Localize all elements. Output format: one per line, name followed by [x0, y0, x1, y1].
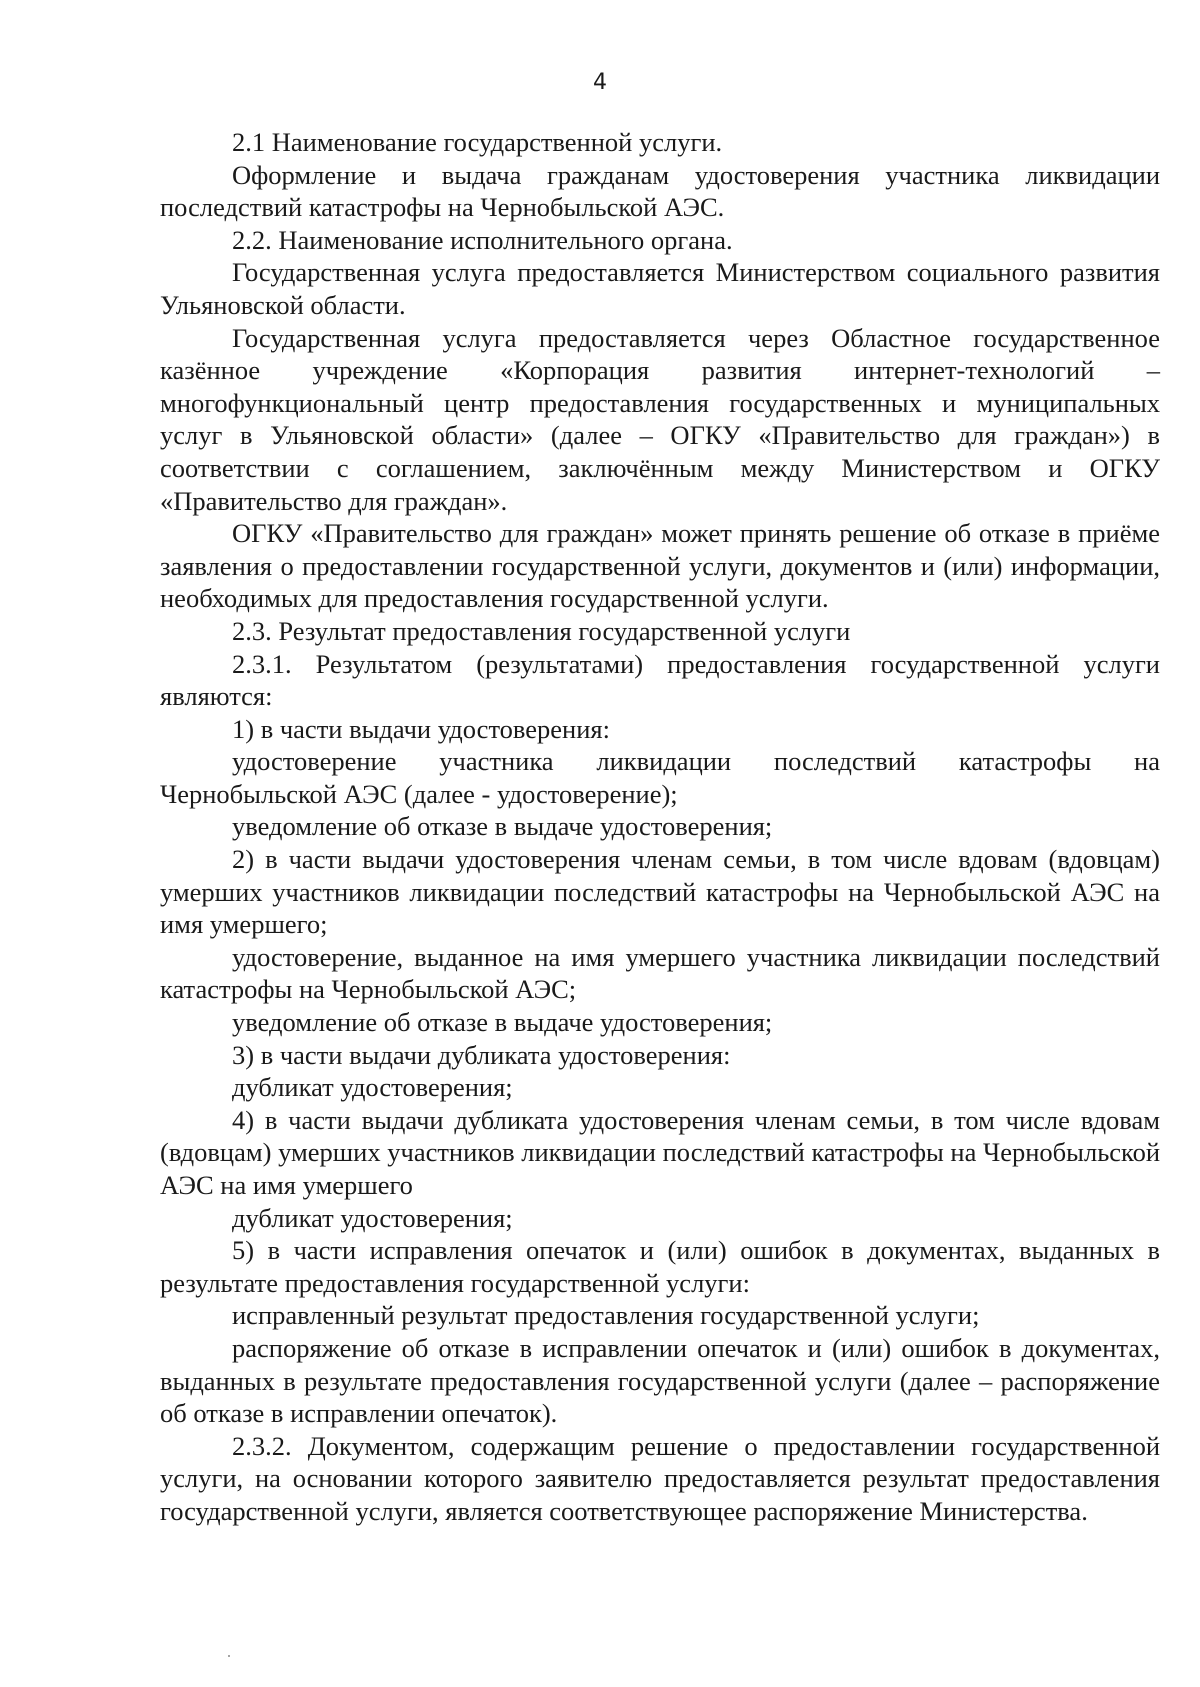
paragraph: ОГКУ «Правительство для граждан» может принять решение об отказе в приёме заявления о предоставлении государственной услуги, документов и (или) информации, необходимых для предоставления государственной услуги.	[160, 518, 1160, 614]
document-body	[160, 126, 1160, 1528]
paragraph: 1) в части выдачи удостоверения:	[232, 713, 610, 744]
paragraph: уведомление об отказе в выдаче удостоверения;	[232, 1007, 773, 1038]
paragraph: 2.3.1. Результатом (результатами) предоставления государственной услуги являются:	[160, 648, 1160, 712]
paragraph: 2) в части выдачи удостоверения членам семьи, в том числе вдовам (вдовцам) умерших участников ликвидации последствий катастрофы на Чернобыльской АЭС на имя умершего;	[160, 844, 1160, 940]
paragraph: удостоверение участника ликвидации последствий катастрофы на Чернобыльской АЭС (далее - удостоверение);	[160, 746, 1160, 809]
paragraph: исправленный результат предоставления государственной услуги;	[232, 1300, 980, 1331]
paragraph: уведомление об отказе в выдаче удостоверения;	[232, 811, 773, 842]
paragraph: 2.2. Наименование исполнительного органа.	[232, 224, 733, 255]
paragraph: 3) в части выдачи дубликата удостоверения:	[232, 1039, 731, 1070]
paragraph: 2.1 Наименование государственной услуги.	[232, 127, 723, 157]
paragraph: 4) в части выдачи дубликата удостоверения членам семьи, в том числе вдовам (вдовцам) умерших участников ликвидации последствий катастрофы на Чернобыльской АЭС на имя умершего	[160, 1104, 1160, 1200]
paragraph: Оформление и выдача гражданам удостоверения участника ликвидации последствий катастрофы на Чернобыльской АЭС.	[160, 159, 1160, 223]
paragraph: 2.3. Результат предоставления государственной услуги	[232, 615, 851, 646]
paragraph: Государственная услуга предоставляется через Областное государственное казённое учреждение «Корпорация развития интернет-технологий – многофункциональный центр предоставления государственных и муниципальных услуг в Ульяновской области» (далее – ОГКУ «Правительство для граждан») в соответствии с соглашением, заключённым между Министерством и ОГКУ «Правительство для граждан».	[160, 322, 1160, 516]
paragraph: удостоверение, выданное на имя умершего участника ликвидации последствий катастрофы на Чернобыльской АЭС;	[160, 941, 1160, 1005]
scan-speck	[228, 1655, 230, 1657]
paragraph: дубликат удостоверения;	[232, 1202, 513, 1233]
paragraph: дубликат удостоверения;	[232, 1072, 513, 1103]
paragraph: распоряжение об отказе в исправлении опечаток и (или) ошибок в документах, выданных в результате предоставления государственной услуги (далее – распоряжение об отказе в исправлении опечаток).	[160, 1332, 1160, 1429]
paragraph: 2.3.2. Документом, содержащим решение о предоставлении государственной услуги, на основании которого заявителю предоставляется результат предоставления государственной услуги, является соответствующее распоряжение Министерства.	[160, 1430, 1160, 1526]
paragraph: Государственная услуга предоставляется Министерством социального развития Ульяновской области.	[160, 257, 1160, 320]
paragraph: 5) в части исправления опечаток и (или) ошибок в документах, выданных в результате предоставления государственной услуги:	[160, 1235, 1160, 1298]
page-number: 4	[593, 70, 607, 95]
